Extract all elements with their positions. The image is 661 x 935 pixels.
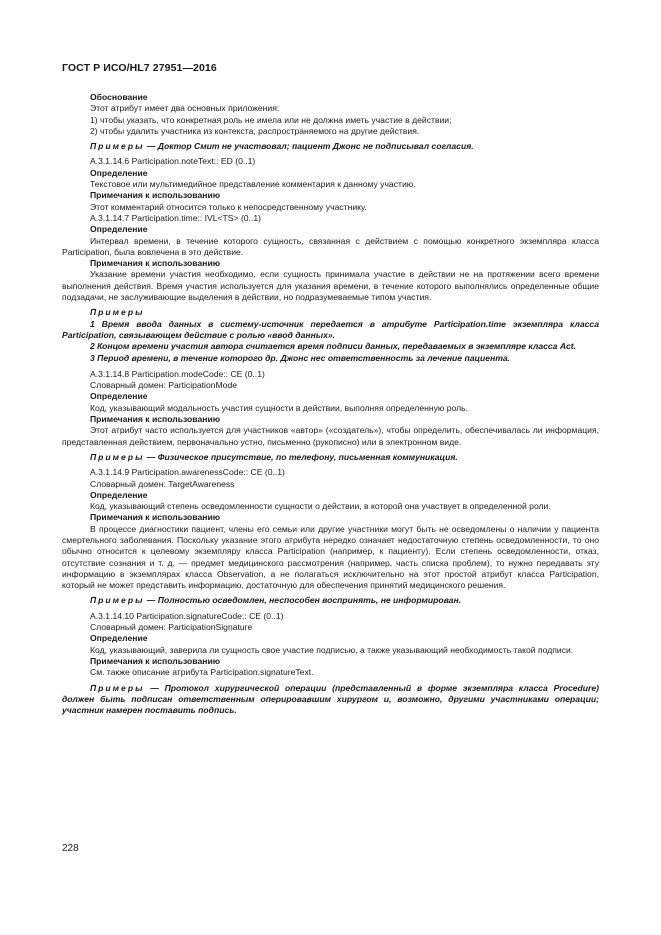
document-header: ГОСТ Р ИСО/HL7 27951—2016	[62, 62, 217, 74]
example-text: — Физическое присутствие, по телефону, письменная коммуникация.	[144, 451, 458, 462]
text-line: Словарный домен: ParticipationSignature	[90, 622, 253, 633]
example-label: Примеры	[90, 141, 145, 152]
text-line: A.3.1.14.9 Participation.awarenessCode:: CE (0..1)	[90, 467, 285, 478]
section-heading: Примечания к использованию	[90, 258, 221, 269]
text-line: См. также описание атрибута Participation.signatureText.	[90, 667, 314, 678]
example-note	[62, 683, 599, 717]
text-line: A.3.1.14.10 Participation.signatureCode:: CE (0..1)	[90, 610, 284, 621]
text-line: Текстовое или мультимедийное представление комментария к данному участию.	[90, 179, 416, 190]
example-note	[62, 141, 599, 152]
text-line: Код, указывающий степень осведомленности сущности о действии, в которой она участвует в определенной роли.	[90, 501, 551, 512]
section-heading: Примечания к использованию	[90, 512, 221, 523]
document-body	[62, 92, 599, 720]
text-line: A.3.1.14.6 Participation.noteText:: ED (0..1)	[90, 156, 256, 167]
text-line: A.3.1.14.7 Participation.time:: IVL<TS> (0..1)	[90, 212, 262, 223]
example-note	[62, 595, 599, 606]
section-heading: Определение	[90, 167, 148, 178]
section-heading: Примечания к использованию	[90, 655, 221, 666]
example-label: Примеры	[90, 682, 145, 693]
example-note	[62, 452, 599, 463]
text-line: Этот атрибут имеет два основных приложения:	[90, 103, 280, 114]
text-line: 1) чтобы указать, что конкретная роль не имела или не должна иметь участие в действии;	[90, 114, 452, 125]
paragraph: Интервал времени, в течение которого сущность, связанная с действием с помощью конкретного экземпляра класса Participation, была вовлечена в это действие.	[62, 235, 599, 257]
example-item: 2 Концом времени участия автора считается время подписи данных, передаваемых в экземпляре класса Act.	[90, 341, 577, 352]
example-text: — Доктор Смит не участвовал; пациент Джонс не подписывал согласия.	[144, 141, 474, 152]
paragraph: Код, указывающий, заверила ли сущность свое участие подписью, а также указывающий необходимость такой подписи.	[90, 644, 574, 655]
example-item: 1 Время ввода данных в систему-источник передается в атрибуте Participation.time экземпляра класса Participation, связывающем действие с ролью «ввод данных».	[62, 318, 599, 340]
example-label: Примеры	[90, 307, 145, 318]
section-heading: Определение	[90, 489, 148, 500]
section-heading: Примечания к использованию	[90, 190, 221, 201]
example-text: — Полностью осведомлен, неспособен воспринять, не информирован.	[144, 595, 462, 606]
text-line: Словарный домен: ParticipationMode	[90, 380, 238, 391]
section-heading: Определение	[90, 224, 148, 235]
page-number: 228	[62, 843, 79, 854]
section-heading: Примечания к использованию	[90, 414, 221, 425]
example-text: — Протокол хирургической операции (представленный в форме экземпляра класса Procedure) должен быть подписан ответственным оперировавшим хирургом и, возможно, другими участниками операции; участник намерен поставить подпись.	[62, 682, 599, 716]
text-line: Код, указывающий модальность участия сущности в действии, выполняя определенную роль.	[90, 402, 468, 413]
section-heading: Определение	[90, 391, 148, 402]
examples-heading	[62, 307, 599, 318]
paragraph: В процессе диагностики пациент, члены его семьи или другие участники могут быть не осведомлены о наличии у пациента смертельного заболевания. Поскольку указание этого атрибута нередко означает недостаточную степень осведомленности, то оно обычно относится к целевому экземпляру класса Participation (например, к пациенту). Если степень осведомленности, отказ, отсутствие сознания и т. д. — предмет медицинского рассмотрения (например, часть списка проблем), то нужно передавать эту информацию в экземплярах класса Observation, а не полагаться исключительно на этот простой атрибут класса Participation, который не может представить информацию, достаточную для обеспечения принятий медицинского решения.	[62, 523, 599, 591]
example-label: Примеры	[90, 595, 145, 606]
example-item: 3 Период времени, в течение которого др. Джонс нес ответственность за лечение пациента.	[90, 352, 511, 363]
text-line: Этот комментарий относится только к непосредственному участнику.	[90, 201, 367, 212]
section-heading: Обоснование	[90, 92, 148, 102]
paragraph: Указание времени участия необходимо, если сущность принимала участие в действии не на протяжении всего времени выполнения действия. Время участия используется для указания времени, в течение которого выполнялись определенные общие подзадачи, не заслуживающие выделения в действии, но подразумеваемые типом участия.	[62, 269, 599, 303]
text-line: Словарный домен: TargetAwareness	[90, 478, 235, 489]
text-line: 2) чтобы удалить участника из контекста, распространяемого на другие действия.	[90, 125, 420, 136]
section-heading: Определение	[90, 633, 148, 644]
example-label: Примеры	[90, 451, 145, 462]
text-line: A.3.1.14.8 Participation.modeCode:: CE (0..1)	[90, 368, 265, 379]
paragraph: Этот атрибут часто используется для участников «автор» («создатель»), чтобы определить, обеспечивалась ли информация, представленная действием, первоначально устно, письменно (рукописно) или в электронном виде.	[62, 425, 599, 447]
